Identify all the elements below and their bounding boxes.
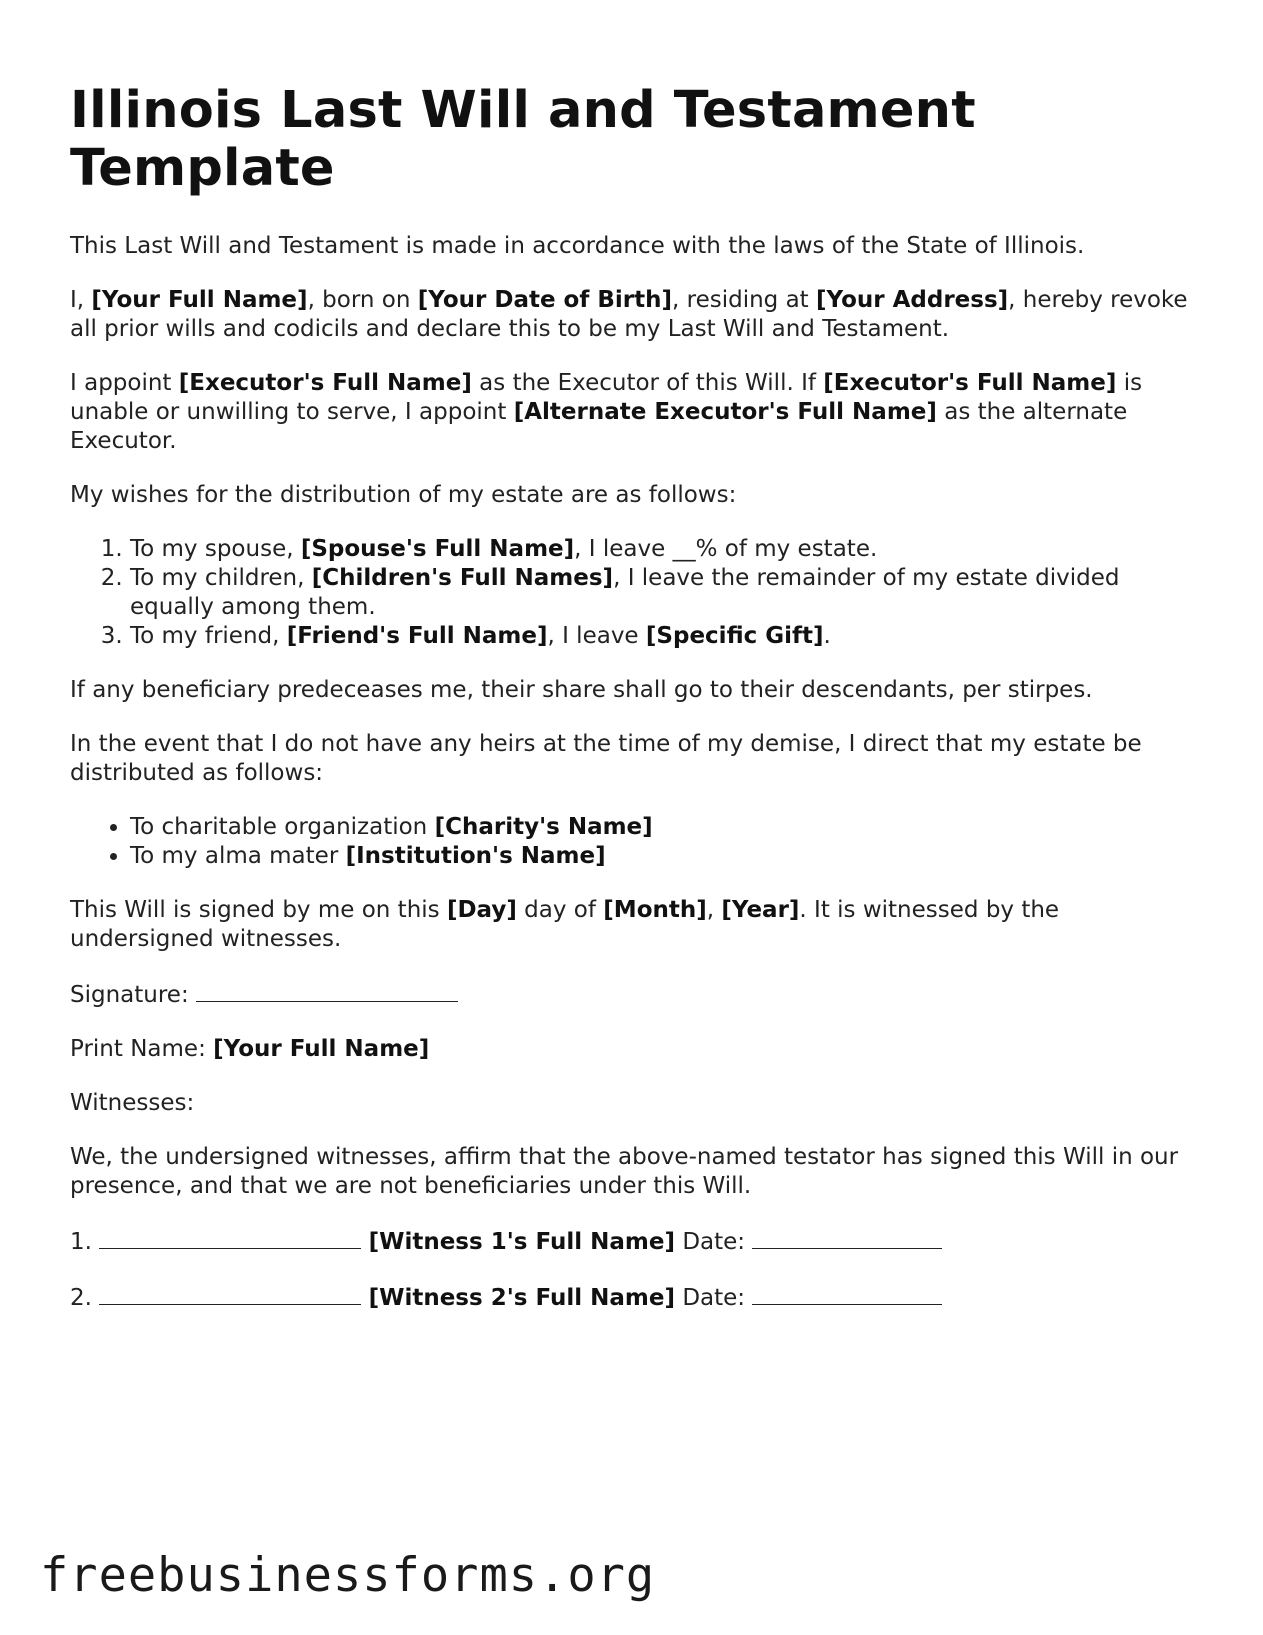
witness-1-date-blank[interactable] [752, 1226, 942, 1249]
day-field: [Day] [446, 897, 517, 923]
witness-2-name-field: [Witness 2's Full Name] [368, 1285, 676, 1311]
witness-1-line: 1. [Witness 1's Full Name] Date: [70, 1226, 1200, 1257]
print-name-line: Print Name: [Your Full Name] [70, 1036, 430, 1062]
friend-name-field: [Friend's Full Name] [286, 623, 548, 649]
executor-paragraph: I appoint [Executor's Full Name] as the Executor of this Will. If [Executor's Full Name] is unable or unwilling to serve, I appoint [Alternate Executor's Full Name] as the alternate Executor. [70, 370, 1143, 454]
charity-list [70, 813, 1200, 871]
document-page [70, 82, 1200, 1338]
date-of-birth-field: [Your Date of Birth] [417, 287, 673, 313]
month-field: [Month] [603, 897, 707, 923]
institution-name-field: [Institution's Name] [345, 843, 606, 869]
site-watermark: freebusinessforms.org [40, 1548, 656, 1603]
year-field: [Year] [721, 897, 800, 923]
witness-2-line: 2. [Witness 2's Full Name] Date: [70, 1282, 1200, 1313]
signing-paragraph: This Will is signed by me on this [Day] day of [Month], [Year]. It is witnessed by the undersigned witnesses. [70, 897, 1060, 952]
list-item: 3. To my friend, [Friend's Full Name], I leave [Specific Gift]. [130, 622, 1200, 651]
executor-name-field-2: [Executor's Full Name] [823, 370, 1117, 396]
your-full-name-field: [Your Full Name] [91, 287, 308, 313]
intro-paragraph: This Last Will and Testament is made in accordance with the laws of the State of Illinois. [70, 233, 1085, 259]
charity-name-field: [Charity's Name] [434, 814, 653, 840]
witness-2-signature-blank[interactable] [99, 1282, 361, 1305]
children-names-field: [Children's Full Names] [311, 565, 614, 591]
witness-2-date-blank[interactable] [752, 1282, 942, 1305]
affirmation-paragraph: We, the undersigned witnesses, affirm that the above-named testator has signed this Will in our presence, and that we are not beneficiaries under this Will. [70, 1144, 1179, 1199]
list-item: • To charitable organization [Charity's Name] [130, 813, 1200, 842]
print-name-field: [Your Full Name] [213, 1036, 430, 1062]
witness-1-signature-blank[interactable] [99, 1226, 361, 1249]
spouse-name-field: [Spouse's Full Name] [300, 536, 575, 562]
signature-blank[interactable] [196, 979, 458, 1002]
address-field: [Your Address] [816, 287, 1009, 313]
list-item: 2. To my children, [Children's Full Names], I leave the remainder of my estate divided equally among them. [130, 564, 1200, 622]
witness-1-name-field: [Witness 1's Full Name] [368, 1229, 676, 1255]
specific-gift-field: [Specific Gift] [645, 623, 824, 649]
witnesses-heading: Witnesses: [70, 1090, 195, 1116]
declaration-paragraph: I, [Your Full Name], born on [Your Date of Birth], residing at [Your Address], hereby revoke all prior wills and codicils and declare this to be my Last Will and Testament. [70, 287, 1188, 342]
no-heirs-paragraph: In the event that I do not have any heirs at the time of my demise, I direct that my estate be distributed as follows: [70, 731, 1142, 786]
alternate-executor-field: [Alternate Executor's Full Name] [513, 399, 937, 425]
list-item: • To my alma mater [Institution's Name] [130, 842, 1200, 871]
distribution-intro: My wishes for the distribution of my estate are as follows: [70, 482, 737, 508]
page-title: Illinois Last Will and Testament Template [70, 81, 976, 198]
executor-name-field: [Executor's Full Name] [178, 370, 472, 396]
predecease-paragraph: If any beneficiary predeceases me, their share shall go to their descendants, per stirpes. [70, 677, 1093, 703]
distribution-list [70, 535, 1200, 651]
signature-line: Signature: [70, 979, 1200, 1010]
list-item: 1. To my spouse, [Spouse's Full Name], I leave __% of my estate. [130, 535, 1200, 564]
